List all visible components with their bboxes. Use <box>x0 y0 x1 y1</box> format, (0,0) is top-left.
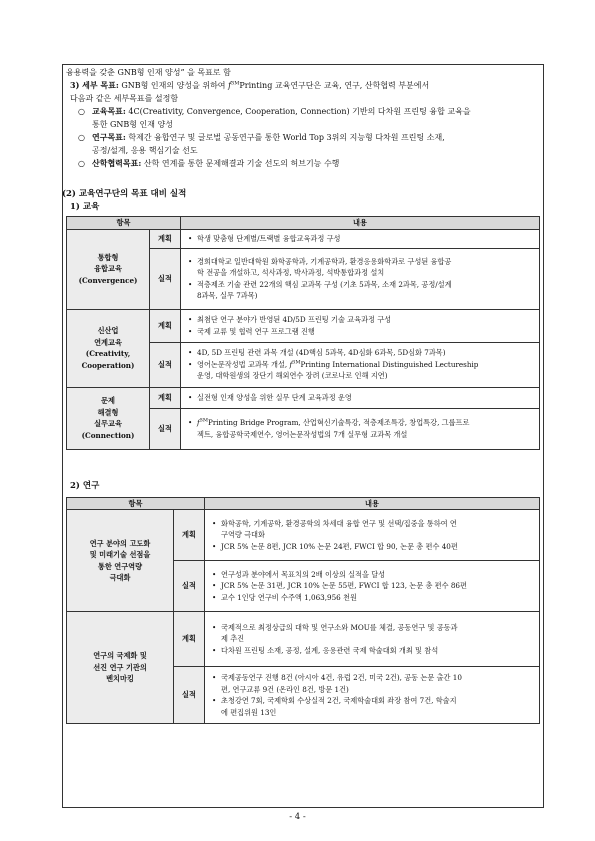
section-title: (2) 교육연구단의 목표 대비 실적 <box>62 189 187 199</box>
brand-f: f <box>228 81 232 90</box>
list-item: • 실전형 인재 양성을 위한 실무 단계 교육과정 운영 <box>185 392 535 404</box>
goal-text: 4C(Creativity, Convergence, Cooperation, Connection) 기반의 다차원 프린팅 융합 교육을 <box>125 107 471 116</box>
detail-goal-line <box>62 79 542 92</box>
list-item: • 화학공학, 기계공학, 환경공학의 차세대 융합 연구 및 선택/집중을 통하여 연 구역량 극대화 <box>209 518 535 541</box>
plan-content <box>205 612 540 667</box>
circle-bullet-icon: ○ <box>78 159 85 168</box>
page-number: - 4 - <box>289 812 306 822</box>
category-connection: 문제 해결형 실무교육 (Connection) <box>67 387 150 449</box>
result-content <box>205 667 540 724</box>
list-item: • 국제공동연구 진행 8건 (아시아 4건, 유럽 2건, 미국 2건), 공동 논문 출간 10 편, 연구교류 9건 (온라인 8건, 방문 1건) <box>209 672 535 695</box>
list-item: • 영어논문작성법 교과목 개설, $f^{3M}Printing$ International Distinguished Lectureship 운영, 대학원생의 장단기 해외연수 장려 (코로나로 인해 지연) <box>185 359 535 382</box>
result-content <box>181 248 540 309</box>
list-item: • 최첨단 연구 분야가 반영된 4D/5D 프린팅 기술 교육과정 구성 <box>185 314 535 326</box>
category-internationalization: 연구의 국제화 및 선진 연구 기관의 벤치마킹 <box>67 612 174 724</box>
list-item: • $f^{3M}Printing$ Bridge Program, 산업혁신기술특강, 적층제조특강, 창업특강, 그룹프로 젝트, 융합공학국제연수, 영어논문작성법의 7개 실무형 교과목 개설 <box>185 417 535 440</box>
header-item: 항목 <box>67 497 205 510</box>
plan-label: 계획 <box>174 510 205 561</box>
result-content <box>205 561 540 612</box>
detail-goal-label: 3) 세부 목표: <box>70 80 119 90</box>
plan-label: 계획 <box>150 387 181 408</box>
list-item: • 국제 교류 및 협력 연구 프로그램 진행 <box>185 326 535 338</box>
header-content: 내용 <box>181 217 540 230</box>
list-item: • 초청강연 7회, 국제학회 수상실적 2건, 국제학술대회 좌장 참여 7건, 학술지 에 편집위원 13인 <box>209 695 535 718</box>
result-label: 실적 <box>150 342 181 387</box>
goal-label: 산학협력목표: <box>92 158 142 168</box>
brand-sup: 3M <box>231 80 240 87</box>
result-label: 실적 <box>150 408 181 449</box>
plan-content <box>181 309 540 342</box>
goal-research <box>62 131 542 144</box>
education-table <box>66 216 540 450</box>
goal-text: 학제간 융합연구 및 글로벌 공동연구를 통한 World Top 3위의 지능형 다차원 프린팅 소재, <box>125 133 445 142</box>
detail-goal-text: GNB형 인재의 양성을 위하여 <box>121 81 229 90</box>
list-item: • 적층제조 기술 관련 22개의 핵심 교과목 구성 (기초 5과목, 소재 2과목, 공정/설계 8과목, 실무 7과목) <box>185 279 535 302</box>
page-content <box>62 66 542 724</box>
goal-industry <box>62 157 542 170</box>
plan-label: 계획 <box>150 309 181 342</box>
plan-content <box>205 510 540 561</box>
category-advancement: 연구 분야의 고도화 및 미래기술 선점을 통한 연구역량 극대화 <box>67 510 174 612</box>
result-content <box>181 342 540 387</box>
plan-content: • 학생 맞춤형 단계별/트랙별 융합교육과정 구성 <box>181 229 540 248</box>
plan-content <box>181 387 540 408</box>
goal-research-cont: 공정/설계, 응용 핵심기술 선도 <box>92 146 198 155</box>
goal-label: 교육목표: <box>92 106 126 116</box>
result-label: 실적 <box>174 561 205 612</box>
intro-line: 융용력을 갖춘 GNB형 인재 양성” 을 목표로 함 <box>66 68 231 77</box>
list-item: • 연구성과 분야에서 목표치의 2배 이상의 실적을 달성 <box>209 569 535 581</box>
circle-bullet-icon: ○ <box>78 133 85 142</box>
research-table <box>66 497 540 725</box>
plan-label: 계획 <box>174 612 205 667</box>
list-item: • JCR 5% 논문 31편, JCR 10% 논문 55편, FWCI 합 123, 논문 총 편수 86편 <box>209 580 535 592</box>
list-item: • JCR 5% 논문 8편, JCR 10% 논문 24편, FWCI 합 90, 논문 총 편수 40편 <box>209 541 535 553</box>
goal-text: 산학 연계를 통한 문제해결과 기술 선도의 허브기능 수행 <box>141 159 340 168</box>
result-label: 실적 <box>150 248 181 309</box>
list-item: • 국제적으로 최정상급의 대학 및 연구소와 MOU를 체결, 공동연구 및 공동과 제 추진 <box>209 622 535 645</box>
detail-goal-cont: 다음과 같은 세부목표를 설정함 <box>70 94 179 103</box>
header-content: 내용 <box>205 497 540 510</box>
subsection-education: 1) 교육 <box>70 202 100 212</box>
result-label: 실적 <box>174 667 205 724</box>
header-item: 항목 <box>67 217 181 230</box>
list-item: • 교수 1인당 연구비 수주액 1,063,956 천원 <box>209 592 535 604</box>
goal-education <box>62 105 542 118</box>
list-item: • 경희대학교 일반대학원 화학공학과, 기계공학과, 환경응용화학과로 구성된 융합공 학 전공을 개설하고, 석사과정, 박사과정, 석박통합과정 설치 <box>185 256 535 279</box>
list-item: • 4D, 5D 프린팅 관련 과목 개설 (4D핵심 5과목, 4D심화 6과목, 5D심화 7과목) <box>185 347 535 359</box>
list-item: • 다차원 프린팅 소재, 공정, 설계, 응용관련 국제 학술대회 개최 및 참석 <box>209 645 535 657</box>
category-convergence: 통합형 융합교육 (Convergence) <box>67 229 150 309</box>
detail-goal-text-2: Printing 교육연구단은 교육, 연구, 산학협력 부분에서 <box>239 81 430 90</box>
subsection-research: 2) 연구 <box>70 480 100 491</box>
goal-education-cont: 통한 GNB형 인재 양성 <box>92 120 173 129</box>
result-content <box>181 408 540 449</box>
goal-label: 연구목표: <box>92 132 126 142</box>
plan-label: 계획 <box>150 229 181 248</box>
circle-bullet-icon: ○ <box>78 107 85 116</box>
category-creativity: 신산업 연계교육 (Creativity, Cooperation) <box>67 309 150 387</box>
